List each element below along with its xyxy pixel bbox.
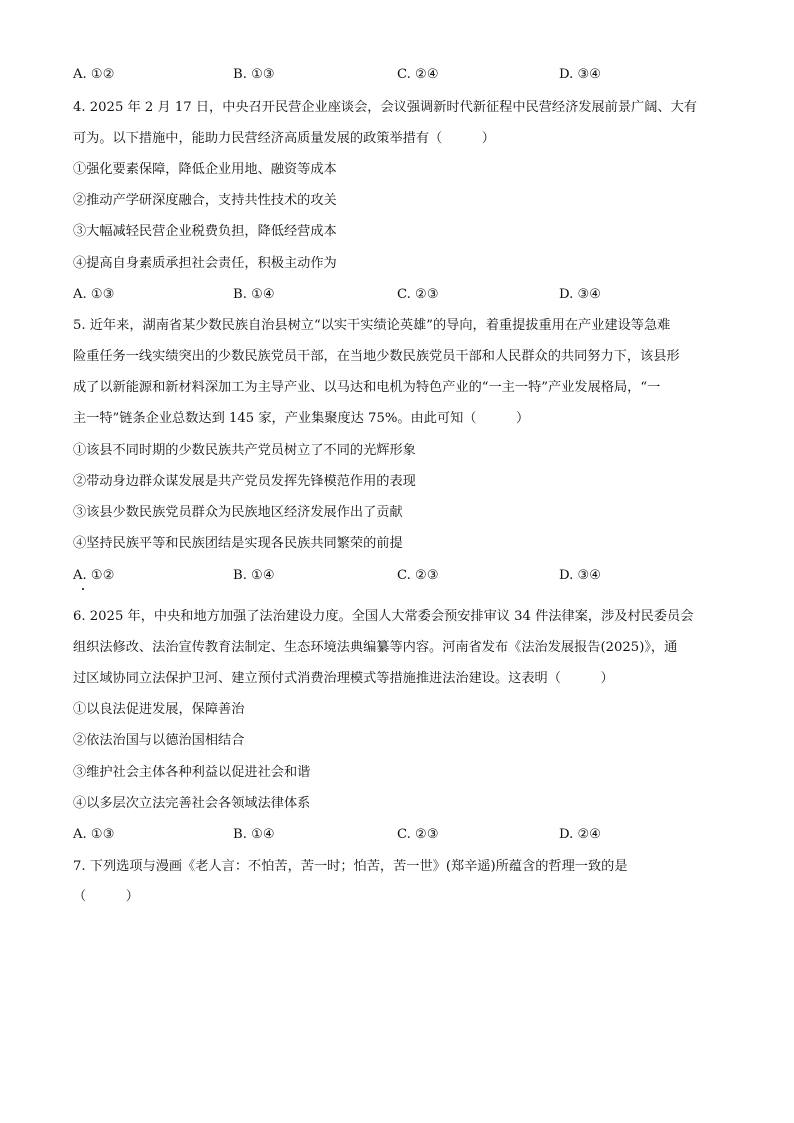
q6-item-4: ④以多层次立法完善社会各领域法律体系 bbox=[73, 796, 311, 811]
q5-item-2: ②带动身边群众谋发展是共产党员发挥先锋模范作用的表现 bbox=[73, 474, 416, 489]
q4-option-b: B. ①④ bbox=[233, 287, 275, 302]
q5-item-4: ④坚持民族平等和民族团结是实现各民族共同繁荣的前提 bbox=[73, 536, 403, 551]
q5-option-d: D. ③④ bbox=[559, 568, 602, 583]
q6-stem-line-2: 组织法修改、法治宣传教育法制定、生态环境法典编纂等内容。河南省发布《法治发展报告(2025)》，通 bbox=[73, 640, 678, 655]
q4-item-4: ④提高自身素质承担社会责任，积极主动作为 bbox=[73, 256, 337, 271]
q6-option-b: B. ①④ bbox=[233, 827, 275, 842]
q5-stem-line-2: 险重任务一线实绩突出的少数民族党员干部，在当地少数民族党员干部和人民群众的共同努力下，该县形 bbox=[73, 349, 680, 364]
q3-option-c: C. ②④ bbox=[397, 67, 439, 82]
q4-item-1: ①强化要素保障，降低企业用地、融资等成本 bbox=[73, 162, 337, 177]
q4-stem-line-2: 可为。以下措施中，能助力民营经济高质量发展的政策举措有（ ） bbox=[73, 131, 495, 146]
q4-item-2: ②推动产学研深度融合，支持共性技术的攻关 bbox=[73, 193, 337, 208]
q5-item-3: ③该县少数民族党员群众为民族地区经济发展作出了贡献 bbox=[73, 505, 403, 520]
q7-stem-line-1: 7. 下列选项与漫画《老人言：不怕苦，苦一时；怕苦，苦一世》(郑辛遥)所蕴含的哲理一致的是 bbox=[73, 859, 628, 874]
q6-item-2: ②依法治国与以德治国相结合 bbox=[73, 733, 245, 748]
q5-stem-line-1: 5. 近年来，湖南省某少数民族自治县树立“以实干实绩论英雄”的导向，着重提拔重用在产业建设等急难 bbox=[73, 318, 671, 333]
q6-option-d: D. ②④ bbox=[559, 827, 602, 842]
q6-option-a: A. ①③ bbox=[73, 827, 115, 842]
q6-options bbox=[73, 826, 733, 844]
q5-stem-line-4: 主一特”链条企业总数达到 145 家，产业集聚度达 75%。由此可知（ ） bbox=[73, 411, 530, 426]
q4-item-3: ③大幅减轻民营企业税费负担，降低经营成本 bbox=[73, 224, 337, 239]
q6-stem-line-1: 6. 2025 年，中央和地方加强了法治建设力度。全国人大常委会预安排审议 34 件法律案，涉及村民委员会 bbox=[73, 609, 694, 624]
q5-options bbox=[73, 567, 733, 585]
q4-options bbox=[73, 286, 733, 304]
q6-option-c: C. ②③ bbox=[397, 827, 439, 842]
q5-option-a: A. ①② bbox=[73, 568, 115, 583]
stray-mark bbox=[82, 588, 84, 590]
q5-item-1: ①该县不同时期的少数民族共产党员树立了不同的光辉形象 bbox=[73, 443, 416, 458]
q3-option-a: A. ①② bbox=[73, 67, 115, 82]
q4-stem-line-1: 4. 2025 年 2 月 17 日，中央召开民营企业座谈会，会议强调新时代新征程中民营经济发展前景广阔、大有 bbox=[73, 100, 697, 115]
q6-stem-line-3: 过区域协同立法保护卫河、建立预付式消费治理模式等措施推进法治建设。这表明（ ） bbox=[73, 671, 614, 686]
q5-stem-line-3: 成了以新能源和新材料深加工为主导产业、以马达和电机为特色产业的“一主一特”产业发展格局，“一 bbox=[73, 380, 661, 395]
q4-option-a: A. ①③ bbox=[73, 287, 115, 302]
q4-option-c: C. ②③ bbox=[397, 287, 439, 302]
q5-option-b: B. ①④ bbox=[233, 568, 275, 583]
q4-option-d: D. ③④ bbox=[559, 287, 602, 302]
q3-option-b: B. ①③ bbox=[233, 67, 275, 82]
q7-stem-line-2: （ ） bbox=[73, 889, 139, 904]
q3-options bbox=[73, 66, 733, 84]
q5-option-c: C. ②③ bbox=[397, 568, 439, 583]
q6-item-3: ③维护社会主体各种利益以促进社会和谐 bbox=[73, 765, 311, 780]
q6-item-1: ①以良法促进发展，保障善治 bbox=[73, 702, 245, 717]
q3-option-d: D. ③④ bbox=[559, 67, 602, 82]
